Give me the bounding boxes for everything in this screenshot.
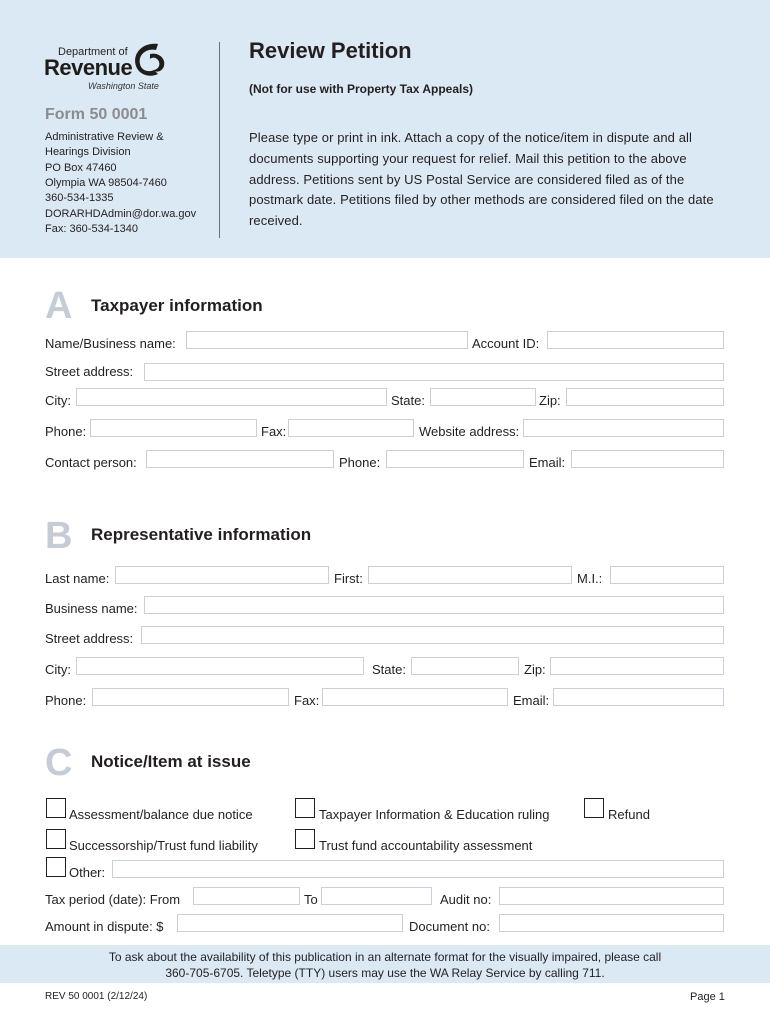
section-b-title: Representative information [91,525,312,544]
logo-revenue-text: Revenue [44,55,133,80]
dor-logo-icon [128,40,170,80]
rep-fax-label: Fax: [294,693,320,708]
trust-fund-checkbox[interactable] [295,829,315,849]
section-c-title: Notice/Item at issue [91,752,251,771]
taxpayer-street-field[interactable] [144,363,724,381]
agency-line: Olympia WA 98504-7460 [45,177,167,189]
rep-phone-field[interactable] [92,688,289,706]
taxpayer-city-field[interactable] [76,388,387,406]
rep-state-label: State: [372,662,406,677]
trust-fund-label: Trust fund accountability assessment [319,838,533,853]
taxpayer-info-checkbox[interactable] [295,798,315,818]
logo-state-text: Washington State [88,81,159,91]
refund-label: Refund [608,807,650,822]
agency-line: Hearings Division [45,146,131,158]
accessibility-line-1: To ask about the availability of this publication in an alternate format for the visually impaired, please call [108,950,662,964]
taxpayer-phone-field[interactable] [90,419,257,437]
taxpayer-email-field[interactable] [571,450,724,468]
street-label: Street address: [45,364,134,379]
contact-phone-field[interactable] [386,450,524,468]
rep-last-name-field[interactable] [115,566,329,584]
section-a-letter: A [45,285,73,327]
tax-period-label: Tax period (date): From [45,892,181,907]
section-b-letter: B [45,515,73,557]
amount-field[interactable] [177,914,403,932]
section-c-letter: C [45,742,73,784]
taxpayer-zip-field[interactable] [566,388,724,406]
rep-city-label: City: [45,662,71,677]
agency-line: Administrative Review & [45,131,164,143]
email-label: Email: [529,455,566,470]
rep-fax-field[interactable] [322,688,508,706]
section-a-title: Taxpayer information [91,296,263,315]
audit-no-label: Audit no: [440,892,492,907]
other-label: Other: [69,865,106,880]
page-subtitle: (Not for use with Property Tax Appeals) [249,82,474,96]
logo-department-text: Department of [58,46,128,58]
refund-checkbox[interactable] [584,798,604,818]
last-name-label: Last name: [45,571,110,586]
website-label: Website address: [419,424,520,439]
assessment-label: Assessment/balance due notice [69,807,253,822]
rep-phone-label: Phone: [45,693,87,708]
taxpayer-fax-field[interactable] [288,419,414,437]
agency-fax: Fax: 360-534-1340 [45,223,138,235]
accessibility-line-2: 360-705-6705. Teletype (TTY) users may use the WA Relay Service by calling 711. [165,966,605,980]
fax-label: Fax: [261,424,287,439]
header-divider [219,42,220,238]
successorship-checkbox[interactable] [46,829,66,849]
amount-label: Amount in dispute: $ [45,919,164,934]
tax-period-to-label: To [304,892,318,907]
other-checkbox[interactable] [46,857,66,877]
document-no-field[interactable] [499,914,724,932]
instructions-text: Please type or print in ink. Attach a copy of the notice/item in dispute and all documents supporting your request for relief. Mail this petition to the above address. Petitions sent by US Postal Service are considered filed as of the postmark date. Petitions filed by other methods are considered filed on the date received. [249,130,714,229]
other-field[interactable] [112,860,724,878]
form-number: Form 50 0001 [45,106,148,123]
assessment-checkbox[interactable] [46,798,66,818]
successorship-label: Successorship/Trust fund liability [69,838,258,853]
rep-business-name-field[interactable] [144,596,724,614]
agency-email: DORARHDAdmin@dor.wa.gov [45,208,197,220]
account-id-label: Account ID: [472,336,540,351]
taxpayer-state-field[interactable] [430,388,536,406]
taxpayer-info-label: Taxpayer Information & Education ruling [319,807,550,822]
agency-line: 360-534-1335 [45,192,114,204]
account-id-field[interactable] [547,331,724,349]
document-no-label: Document no: [409,919,490,934]
business-name-label: Business name: [45,601,138,616]
tax-period-to-field[interactable] [321,887,432,905]
rep-email-field[interactable] [553,688,724,706]
revision-code: REV 50 0001 (2/12/24) [45,991,148,1002]
rep-email-label: Email: [513,693,550,708]
agency-line: PO Box 47460 [45,162,117,174]
mi-label: M.I.: [577,571,603,586]
city-label: City: [45,393,71,408]
taxpayer-website-field[interactable] [523,419,724,437]
rep-city-field[interactable] [76,657,364,675]
contact-phone-label: Phone: [339,455,381,470]
state-label: State: [391,393,425,408]
rep-street-field[interactable] [141,626,724,644]
page-number: Page 1 [690,991,725,1003]
first-name-label: First: [334,571,363,586]
taxpayer-name-field[interactable] [186,331,468,349]
rep-first-name-field[interactable] [368,566,572,584]
rep-street-label: Street address: [45,631,134,646]
rep-state-field[interactable] [411,657,519,675]
page-title: Review Petition [249,38,412,63]
tax-period-from-field[interactable] [193,887,300,905]
rep-zip-field[interactable] [550,657,724,675]
phone-label: Phone: [45,424,87,439]
audit-no-field[interactable] [499,887,724,905]
rep-zip-label: Zip: [524,662,546,677]
contact-label: Contact person: [45,455,137,470]
rep-mi-field[interactable] [610,566,724,584]
contact-person-field[interactable] [146,450,334,468]
name-label: Name/Business name: [45,336,176,351]
zip-label: Zip: [539,393,561,408]
